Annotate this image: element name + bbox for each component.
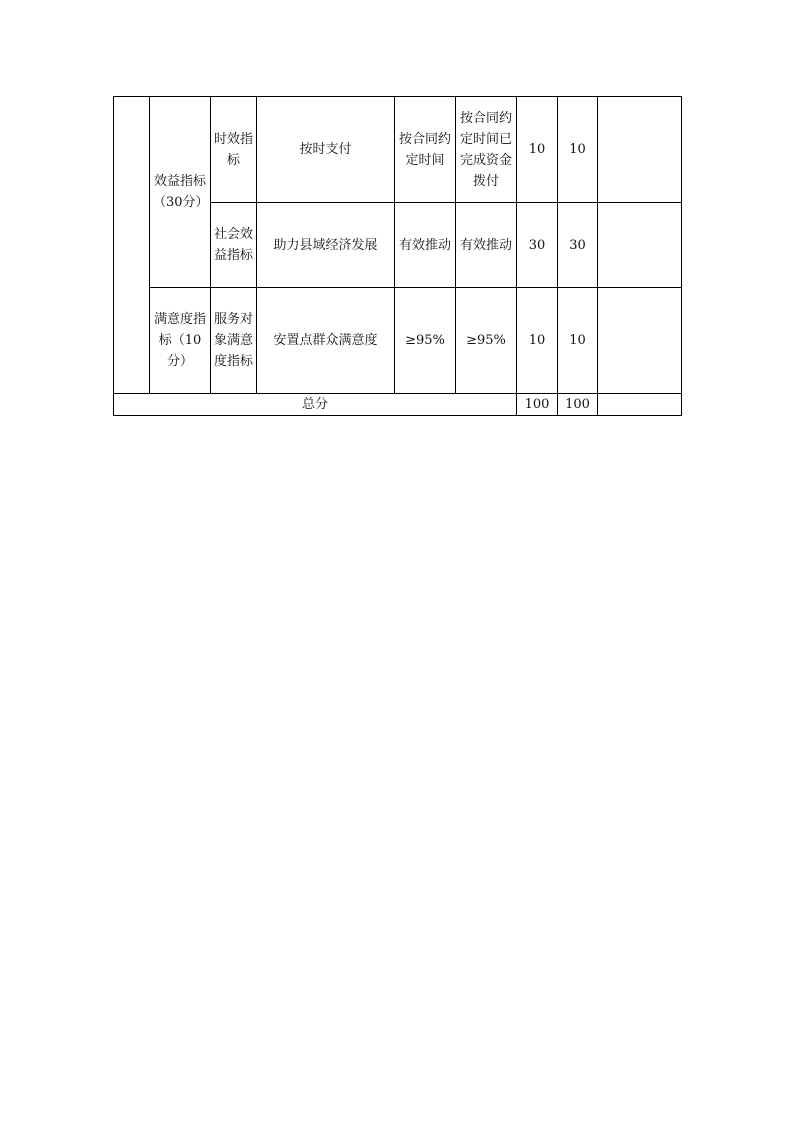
weight-cell: 30 — [517, 203, 558, 288]
score-cell: 30 — [558, 203, 598, 288]
note-cell — [598, 288, 682, 394]
actual-value-cell: 按合同约定时间已完成资金拨付 — [456, 97, 517, 203]
indicator-name-cell: 助力县域经济发展 — [257, 203, 395, 288]
table-row — [114, 97, 682, 203]
indicator-name-cell: 按时支付 — [257, 97, 395, 203]
total-weight-cell: 100 — [517, 394, 558, 416]
weight-cell: 10 — [517, 97, 558, 203]
note-cell — [598, 203, 682, 288]
total-score-cell: 100 — [558, 394, 598, 416]
performance-indicator-table — [113, 96, 682, 416]
score-cell: 10 — [558, 288, 598, 394]
target-value-cell: ≥95% — [395, 288, 456, 394]
table-row — [114, 288, 682, 394]
level2-indicator-cell: 效益指标（30分） — [150, 97, 211, 288]
weight-cell: 10 — [517, 288, 558, 394]
level3-indicator-cell: 服务对象满意度指标 — [211, 288, 257, 394]
total-row — [114, 394, 682, 416]
level3-indicator-cell: 时效指标 — [211, 97, 257, 203]
note-cell — [598, 97, 682, 203]
indicator-name-cell: 安置点群众满意度 — [257, 288, 395, 394]
actual-value-cell: ≥95% — [456, 288, 517, 394]
level2-indicator-cell: 满意度指标（10分） — [150, 288, 211, 394]
level3-indicator-cell: 社会效益指标 — [211, 203, 257, 288]
score-cell: 10 — [558, 97, 598, 203]
target-value-cell: 按合同约定时间 — [395, 97, 456, 203]
total-note-cell — [598, 394, 682, 416]
target-value-cell: 有效推动 — [395, 203, 456, 288]
level1-indicator-cell — [114, 97, 150, 394]
actual-value-cell: 有效推动 — [456, 203, 517, 288]
total-label-cell: 总分 — [114, 394, 517, 416]
